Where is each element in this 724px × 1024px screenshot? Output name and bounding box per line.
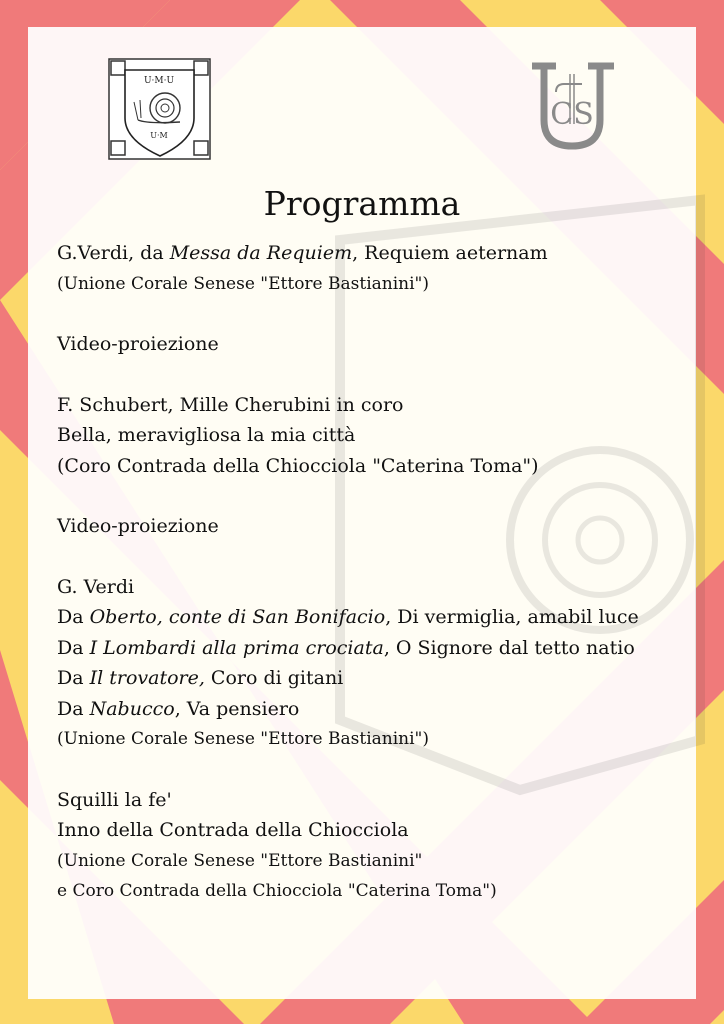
program-item-oberto: Da Oberto, conte di San Bonifacio, Di vermiglia, amabil luce — [57, 606, 639, 628]
program-item-nabucco: Da Nabucco, Va pensiero — [57, 697, 300, 720]
program-item-requiem: G.Verdi, da Messa da Requiem, Requiem aeternam — [57, 242, 548, 264]
ucs-logo — [526, 62, 618, 150]
performer-line: e Coro Contrada della Chiocciola "Caterina Toma") — [57, 881, 497, 901]
page-title: Programma — [263, 184, 461, 223]
program-item-inno: Inno della Contrada della Chiocciola — [57, 819, 409, 841]
performer-line: (Unione Corale Senese "Ettore Bastianini" — [57, 850, 423, 871]
performer-line: (Unione Corale Senese "Ettore Bastianini") — [57, 729, 429, 749]
program-item-schubert: F. Schubert, Mille Cherubini in coro — [57, 393, 404, 416]
snail-crest-logo — [108, 58, 211, 160]
logo-left-top-text: U·M·U — [143, 76, 175, 86]
video-projection-line: Video-proiezione — [57, 515, 219, 537]
program-list — [57, 238, 687, 907]
performer-line: (Unione Corale Senese "Ettore Bastianini") — [57, 273, 429, 294]
program-item-lombardi: Da I Lombardi alla prima crociata, O Signore dal tetto natio — [57, 636, 635, 659]
ucs-logo-text: CS — [550, 97, 594, 132]
composer-line: G. Verdi — [57, 575, 135, 598]
performer-line: (Coro Contrada della Chiocciola "Caterina Toma") — [57, 454, 539, 477]
video-projection-line: Video-proiezione — [57, 333, 219, 355]
program-item-squilli: Squilli la fe' — [57, 788, 172, 811]
program-item-trovatore: Da Il trovatore, Coro di gitani — [57, 667, 344, 689]
program-item-bella: Bella, meravigliosa la mia città — [57, 424, 356, 446]
logo-left-bottom-text: U·M — [150, 131, 168, 140]
